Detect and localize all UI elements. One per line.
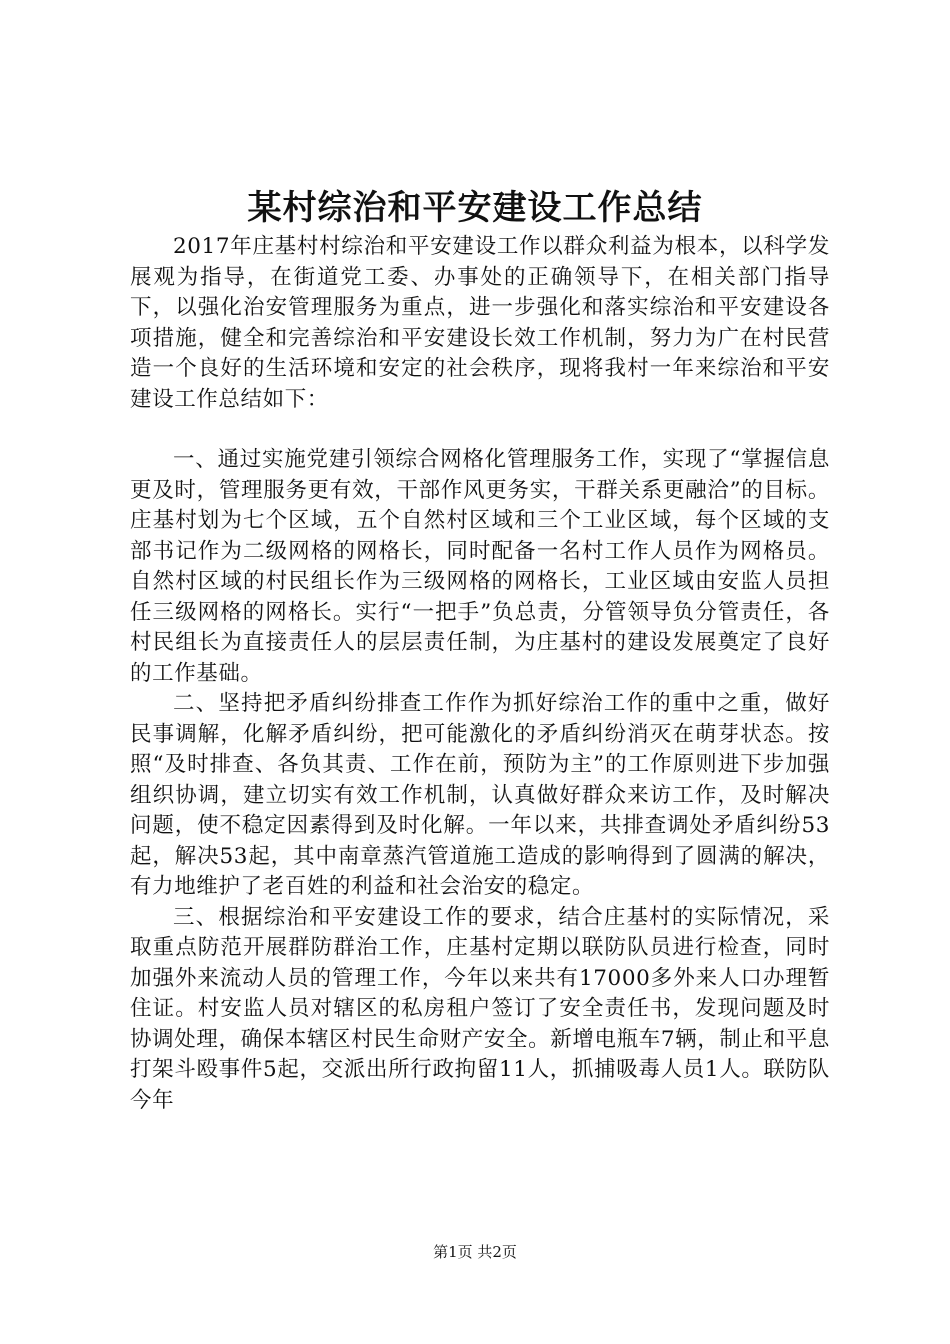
page-number-footer: 第1页 共2页 — [433, 1243, 517, 1261]
section-one-paragraph: 一、通过实施党建引领综合网格化管理服务工作，实现了“掌握信息更及时，管理服务更有效，干部作风更务实，干群关系更融洽”的目标。庄基村划为七个区域，五个自然村区域和三个工业区域，每个区域的支部书记作为二级网格的网格长，同时配备一名村工作人员作为网格员。自然村区域的村民组长作为三级网格的网格长，工业区域由安监人员担任三级网格的网格长。实行“一把手”负总责，分管领导负分管责任，各村民组长为直接责任人的层层责任制，为庄基村的建设发展奠定了良好的工作基础。 — [130, 447, 830, 686]
section-three-paragraph: 三、根据综治和平安建设工作的要求，结合庄基村的实际情况，采取重点防范开展群防群治工作，庄基村定期以联防队员进行检查，同时加强外来流动人员的管理工作，今年以来共有17000多外来人口办理暂住证。村安监人员对辖区的私房租户签订了安全责任书，发现问题及时协调处理，确保本辖区村民生命财产安全。新增电瓶车7辆，制止和平息打架斗殴事件5起，交派出所行政拘留11人，抓捕吸毒人员1人。联防队今年 — [130, 904, 830, 1113]
section-two-paragraph: 二、坚持把矛盾纠纷排查工作作为抓好综治工作的重中之重，做好民事调解，化解矛盾纠纷，把可能激化的矛盾纠纷消灭在萌芽状态。按照“及时排查、各负其责、工作在前，预防为主”的工作原则进下步加强组织协调，建立切实有效工作机制，认真做好群众来访工作，及时解决问题，使不稳定因素得到及时化解。一年以来，共排查调处矛盾纠纷53起，解决53起，其中南章蒸汽管道施工造成的影响得到了圆满的解决，有力地维护了老百姓的利益和社会治安的稳定。 — [130, 691, 830, 899]
document-title: 某村综治和平安建设工作总结 — [247, 188, 703, 228]
document-body — [130, 232, 830, 1116]
intro-paragraph: 2017年庄基村村综治和平安建设工作以群众利益为根本，以科学发展观为指导，在街道党工委、办事处的正确领导下，在相关部门指导下，以强化治安管理服务为重点，进一步强化和落实综治和平安建设各项措施，健全和完善综治和平安建设长效工作机制，努力为广在村民营造一个良好的生活环境和安定的社会秩序，现将我村一年来综治和平安建设工作总结如下： — [130, 234, 830, 412]
